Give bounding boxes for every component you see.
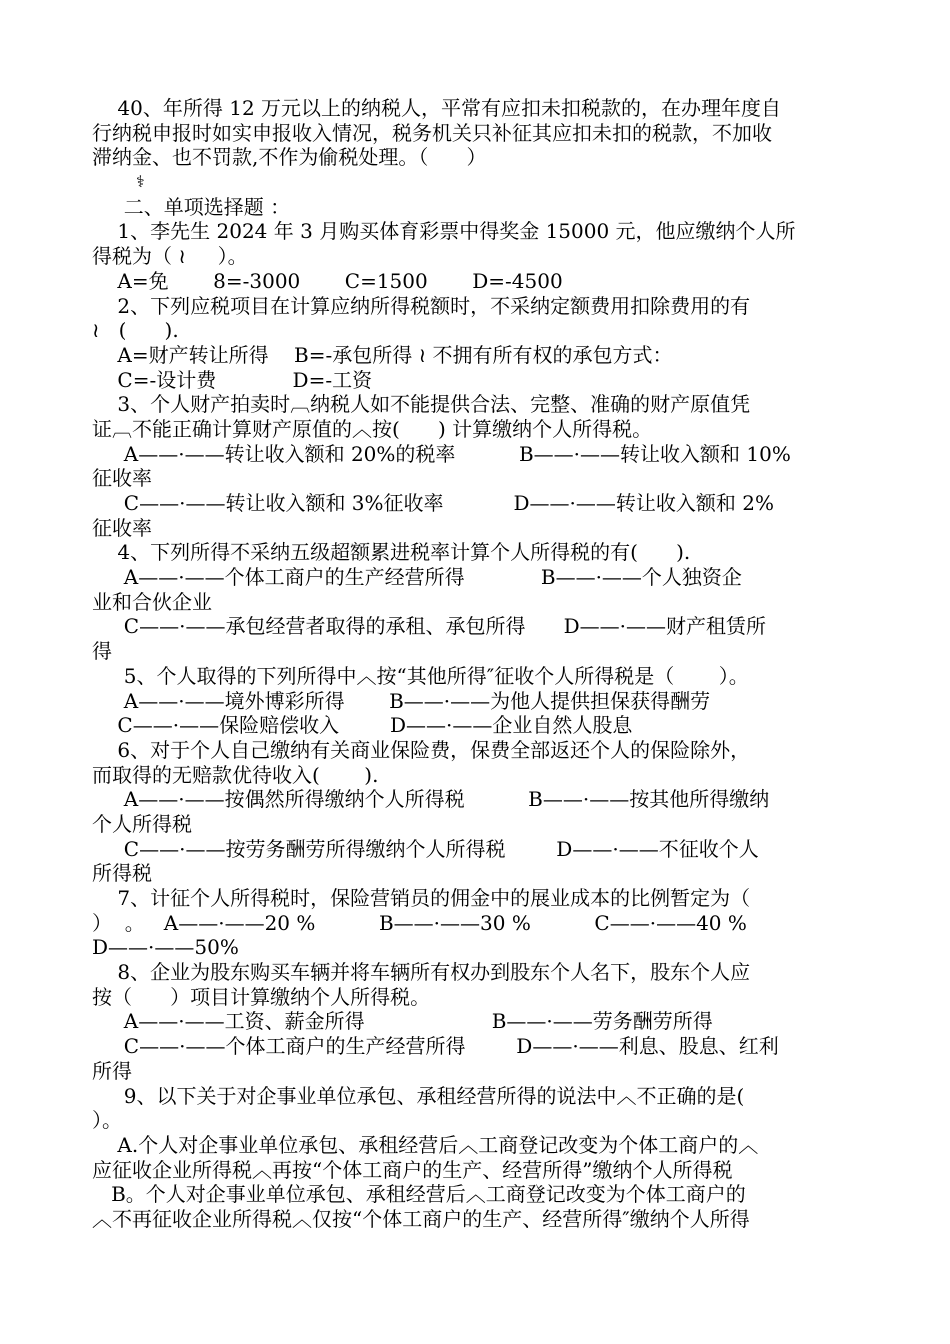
text-line: 7、计征个人所得税时，保险营销员的佣金中的展业成本的比例暂定为（ <box>92 886 751 910</box>
text-line: 3、个人财产拍卖时︹纳税人如不能提供合法、完整、准确的财产原值凭 <box>92 392 751 417</box>
option-line: ） 。 A——·——20 % B——·——30 % C——·——40 % <box>92 910 747 935</box>
option-line: B。个人对企事业单位承包、承租经营后︿工商登记改变为个体工商户的 <box>92 1182 746 1207</box>
option-line: A——·——境外博彩所得 B——·——为他人提供担保获得酬劳 <box>92 688 711 713</box>
text-line: 1、李先生 2024 年 3 月购买体育彩票中得奖金 15000 元，他应缴纳个人所 <box>92 219 796 244</box>
option-line: C——·——转让收入额和 3%征收率 D——·——转让收入额和 2% <box>92 491 774 515</box>
option-line: A=财产转让所得 B=-承包所得 ≀ 不拥有所有权的承包方式： <box>92 342 673 367</box>
section-heading: 二、单项选择题 ： <box>92 194 291 219</box>
option-line: C——·——承包经营者取得的承租、承包所得 D——·——财产租赁所 <box>92 614 766 639</box>
text-line: 4、下列所得不采纳五级超额累进税率计算个人所得税的有( ). <box>92 540 691 565</box>
text-line: 行纳税申报时如实申报收入情况，税务机关只补征其应扣未扣的税款，不加收 <box>92 120 772 145</box>
option-line: 所得 <box>92 1058 132 1083</box>
text-line: 证︹不能正确计算财产原值的︿按( ) 计算缴纳个人所得税。 <box>92 416 653 441</box>
option-line: 应征收企业所得税︿再按“个体工商户的生产、经营所得”缴纳个人所得税 <box>92 1157 733 1182</box>
text-line: 而取得的无赔款优待收入( ). <box>92 762 379 787</box>
option-line: A——·——按偶然所得缴纳个人所得税 B——·——按其他所得缴纳 <box>92 787 770 812</box>
option-line: 个人所得税 <box>92 811 192 836</box>
text-line: 得税为（ ≀ ）。 <box>92 244 248 269</box>
text-line: 5、个人取得的下列所得中︿按“其他所得″征收个人所得税是（ ）。 <box>92 663 749 688</box>
option-line: C——·——个体工商户的生产经营所得 D——·——利息、股息、红利 <box>92 1034 779 1059</box>
option-line: A——·——转让收入额和 20%的税率 B——·——转让收入额和 10% <box>92 441 791 466</box>
option-line: C=-设计费 D=-工资 <box>92 367 373 392</box>
text-line: 按（ ）项目计算缴纳个人所得税。 <box>92 984 431 1009</box>
option-line: 得 <box>92 639 112 664</box>
option-line: D——·——50% <box>92 935 239 960</box>
text-line: ）。 <box>92 1108 122 1133</box>
option-line: A——·——工资、薪金所得 B——·——劳务酬劳所得 <box>92 1009 713 1034</box>
document-page <box>92 96 862 1232</box>
option-line: 征收率 <box>92 466 152 491</box>
option-line: A=免 8=-3000 C=1500 D=-4500 <box>92 268 563 293</box>
text-line: 8、企业为股东购买车辆并将车辆所有权办到股东个人名下，股东个人应 <box>92 960 751 985</box>
text-line: 滞纳金、也不罚款,不作为偷税处理。（ ） <box>92 145 487 170</box>
text-line: 40、年所得 12 万元以上的纳税人，平常有应扣未扣税款的，在办理年度自 <box>92 96 782 120</box>
option-line: 征收率 <box>92 515 152 540</box>
text-line: 2、下列应税项目在计算应纳所得税额时，不采纳定额费用扣除费用的有 <box>92 293 751 318</box>
option-line: ︿不再征收企业所得税︿仅按“个体工商户的生产、经营所得″缴纳个人所得 <box>92 1206 750 1231</box>
text-line: 6、对于个人自己缴纳有关商业保险费，保费全部返还个人的保险除外， <box>92 737 751 762</box>
decorative-mark-icon: ⚕ <box>136 172 145 192</box>
option-line: C——·——按劳务酬劳所得缴纳个人所得税 D——·——不征收个人 <box>92 836 759 861</box>
option-line: A——·——个体工商户的生产经营所得 B——·——个人独资企 <box>92 565 742 590</box>
text-line: 9、以下关于对企事业单位承包、承租经营所得的说法中︿不正确的是( <box>92 1083 745 1108</box>
option-line: 业和合伙企业 <box>92 589 212 614</box>
option-line: 所得税 <box>92 861 152 886</box>
option-line: C——·——保险赔偿收入 D——·——企业自然人股息 <box>92 713 633 738</box>
option-line: A.个人对企事业单位承包、承租经营后︿工商登记改变为个体工商户的︿ <box>92 1132 759 1157</box>
text-line: ≀ ( ). <box>92 318 179 343</box>
